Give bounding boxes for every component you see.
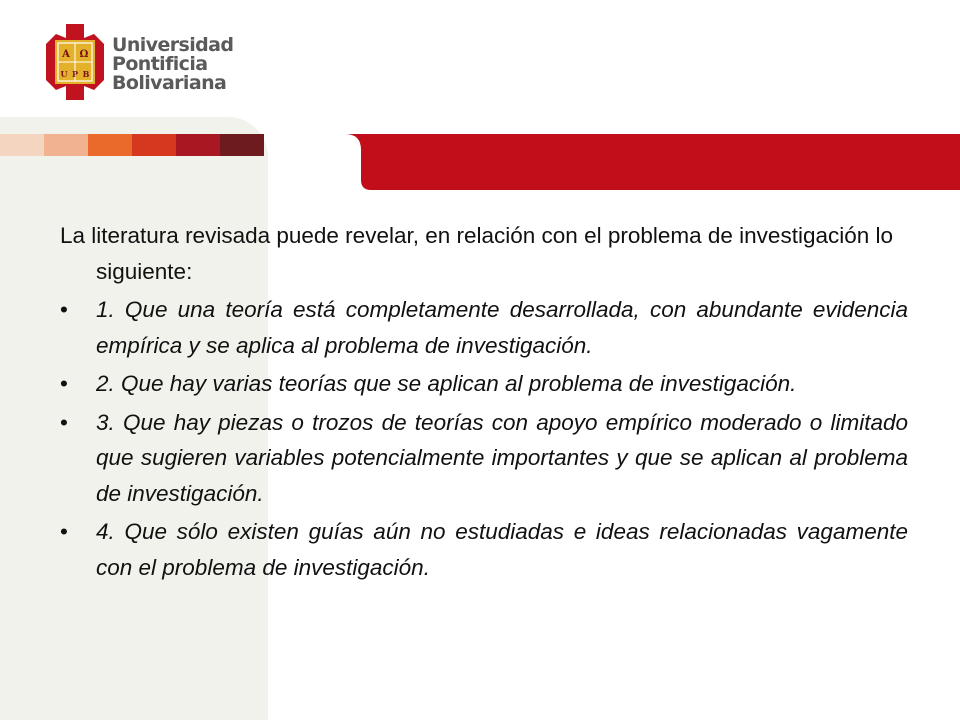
slide-content: [60, 218, 908, 585]
emblem-letter: P: [71, 69, 79, 79]
bullet-text: 4. Que sólo existen guías aún no estudiadas e ideas relacionadas vagamente con el problema de investigación.: [96, 519, 908, 580]
bullet-icon: •: [60, 519, 68, 544]
bullet-text: 3. Que hay piezas o trozos de teorías con apoyo empírico moderado o limitado que sugieren variables potencialmente importantes y que se aplican al problema de investigación.: [96, 409, 908, 506]
bullet-text: 2. Que hay varias teorías que se aplican al problema de investigación.: [96, 371, 797, 396]
emblem-letter: Ω: [79, 49, 89, 60]
bullet-text: 1. Que una teoría está completamente desarrollada, con abundante evidencia empírica y se aplica al problema de investigación.: [96, 297, 908, 358]
bullet-item: [60, 366, 908, 402]
bullet-item: [60, 292, 908, 363]
bullet-item: [60, 514, 908, 585]
bullet-item: [60, 405, 908, 512]
logo-line: Bolivariana: [112, 72, 227, 94]
emblem-letter: A: [62, 49, 70, 60]
bullet-icon: •: [60, 409, 68, 435]
bullet-icon: •: [60, 371, 68, 396]
bullet-icon: •: [60, 297, 68, 322]
university-logo: [44, 22, 244, 102]
logo-line: Universidad: [112, 34, 234, 56]
intro-paragraph: La literatura revisada puede revelar, en relación con el problema de investigación lo siguiente:: [60, 223, 894, 284]
university-name: [112, 36, 233, 93]
emblem-letter: U: [60, 69, 68, 79]
logo-line: Pontificia: [112, 53, 208, 75]
emblem-letter: B: [82, 69, 90, 79]
university-emblem-icon: [44, 22, 106, 102]
